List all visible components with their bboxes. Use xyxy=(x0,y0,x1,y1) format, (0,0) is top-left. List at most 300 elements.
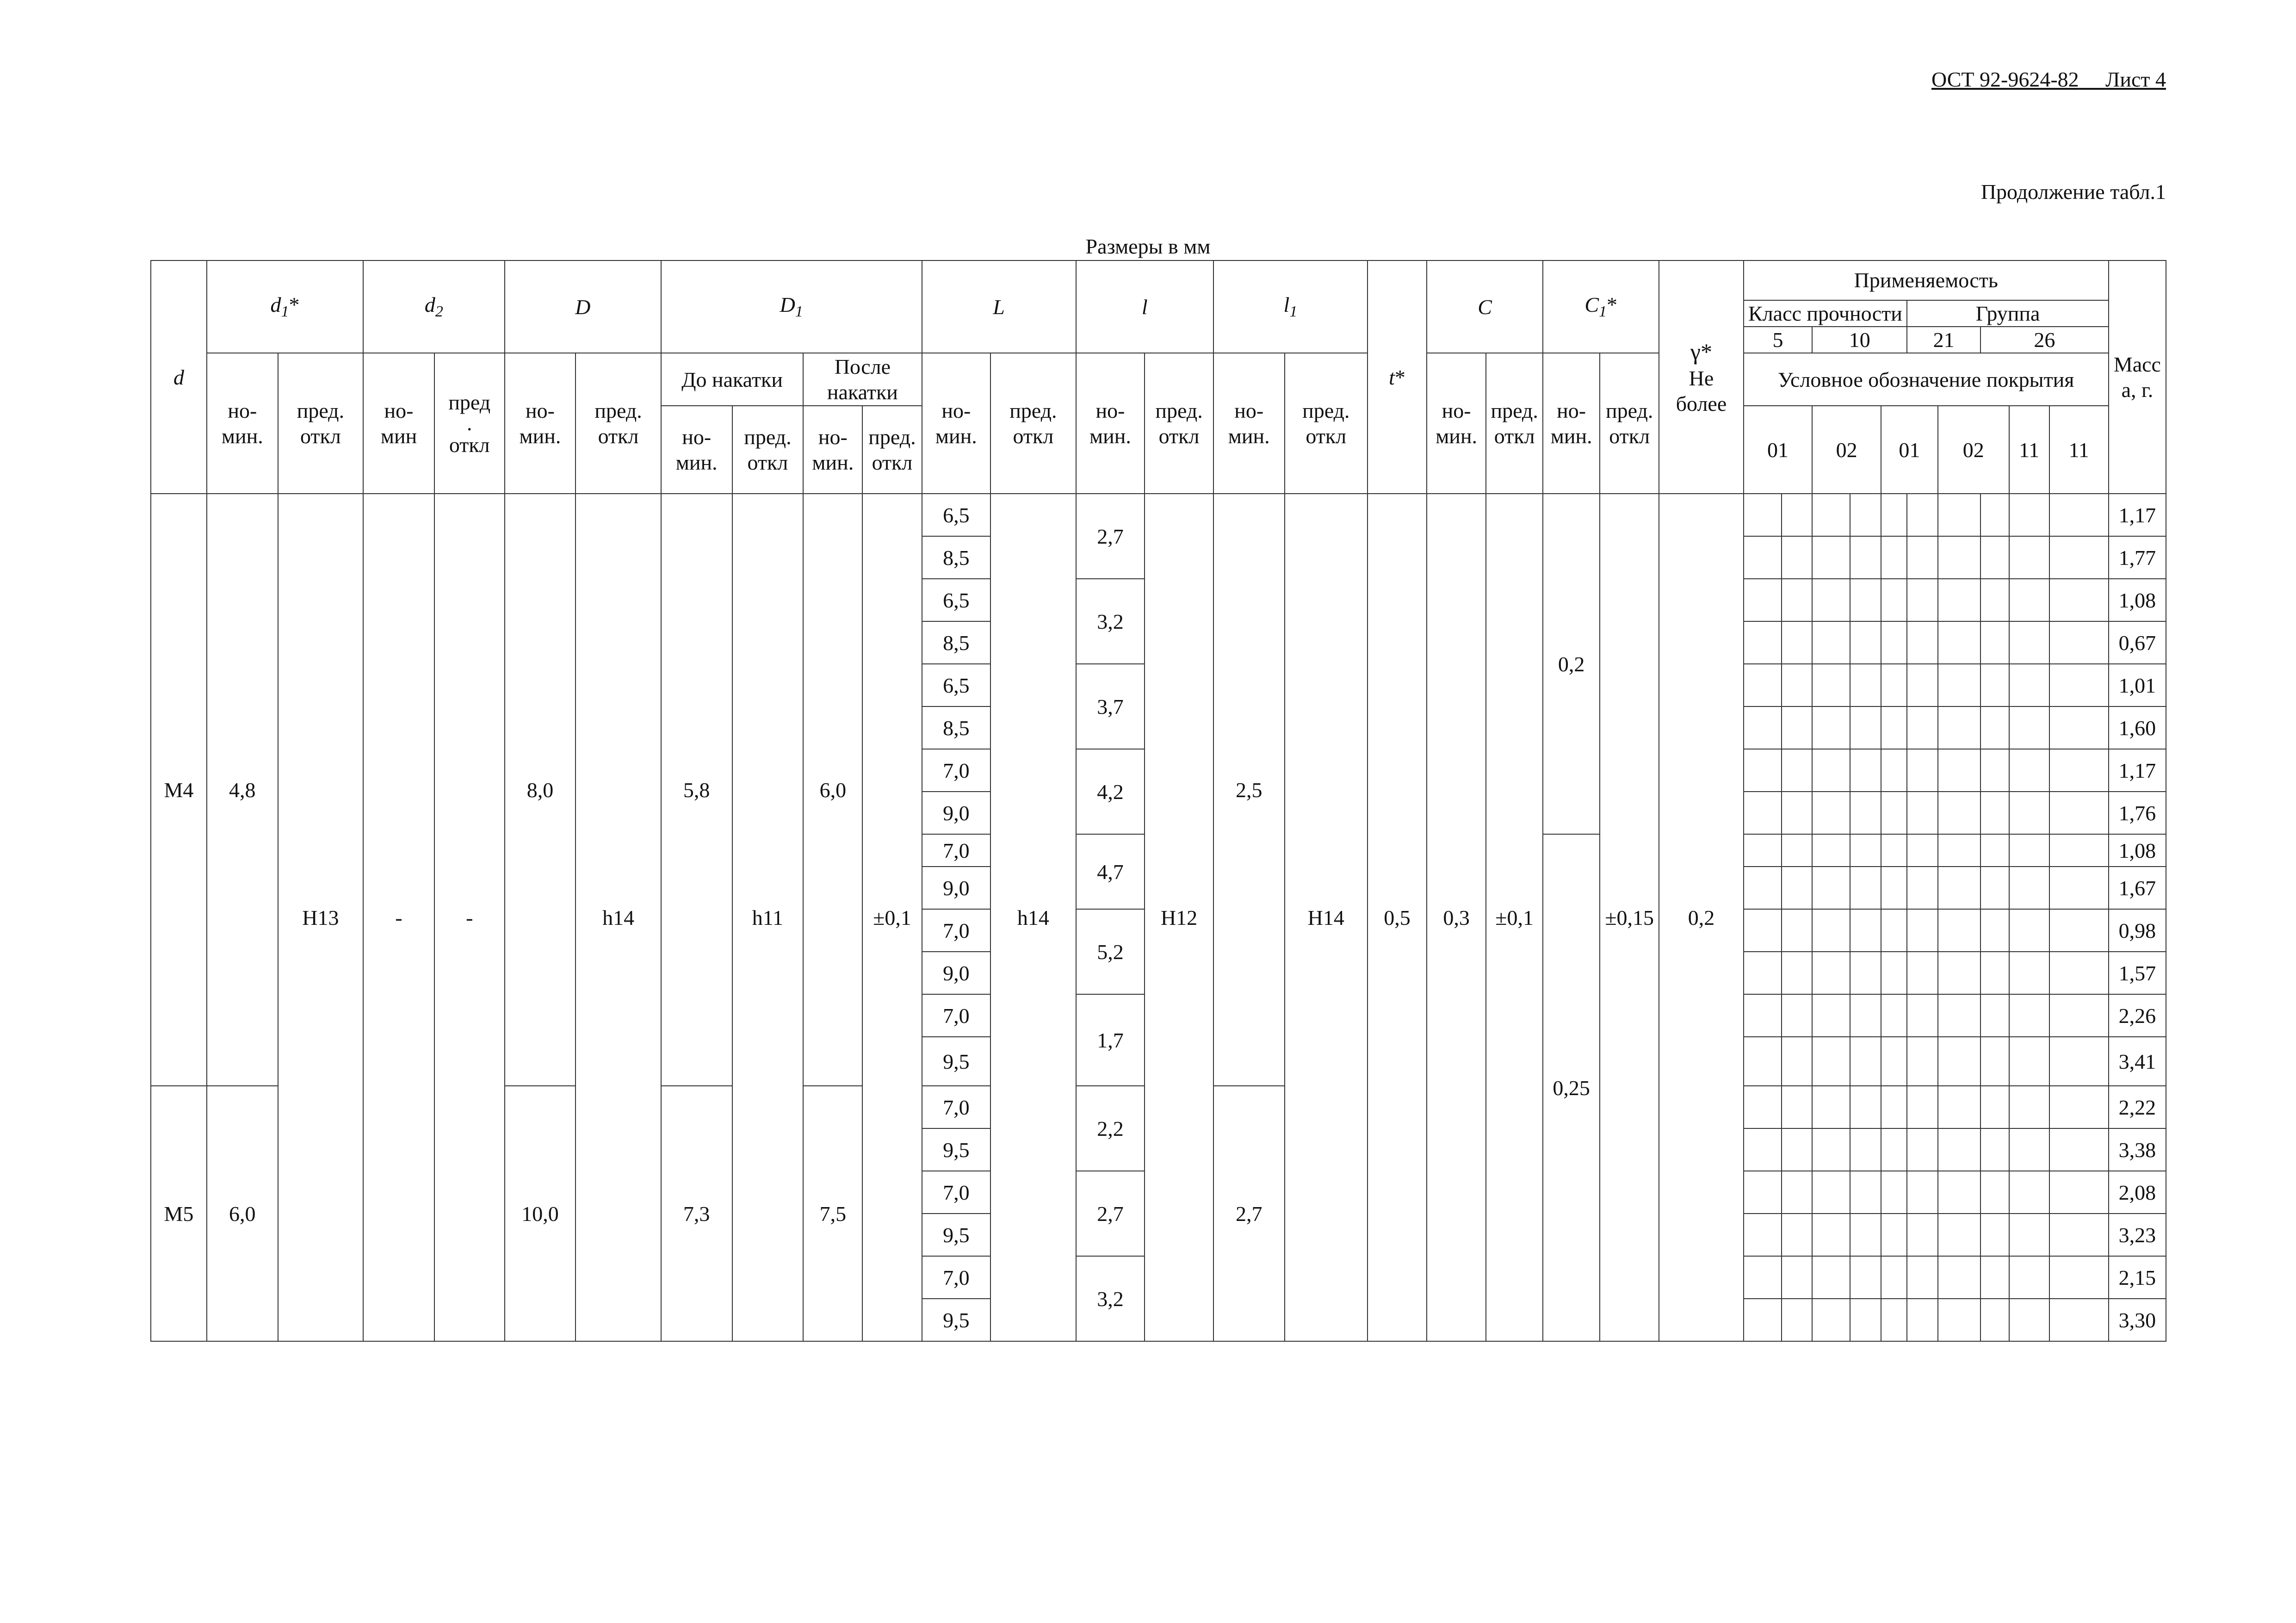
header-mass: Масс а, г. xyxy=(2109,260,2166,494)
app-cell xyxy=(1782,664,1813,706)
header-d1-dev: пред. откл xyxy=(278,353,363,494)
header-coat-11-a: 11 xyxy=(2009,406,2049,494)
app-cell xyxy=(1907,909,1938,952)
app-cell xyxy=(2009,1214,2049,1256)
cell-l-tol: H12 xyxy=(1145,494,1213,1341)
app-cell xyxy=(1744,1037,1782,1086)
app-cell xyxy=(1980,1214,2009,1256)
header-coat-02-b: 02 xyxy=(1938,406,2009,494)
app-cell xyxy=(1881,749,1907,792)
cell-L: 9,5 xyxy=(922,1214,991,1256)
cell-mass: 1,08 xyxy=(2109,834,2166,867)
app-cell xyxy=(1907,834,1938,867)
app-cell xyxy=(1881,1256,1907,1299)
cell-C1-tol: ±0,15 xyxy=(1600,494,1659,1341)
app-cell xyxy=(1850,706,1881,749)
app-cell xyxy=(2009,749,2049,792)
app-cell xyxy=(1850,1037,1881,1086)
app-cell xyxy=(1881,952,1907,994)
dimensions-table xyxy=(150,260,2166,1342)
cell-mass: 3,38 xyxy=(2109,1128,2166,1171)
app-cell xyxy=(1907,867,1938,909)
cell-t: 0,5 xyxy=(1368,494,1427,1341)
header-d: d xyxy=(151,260,207,494)
app-cell xyxy=(1938,664,1980,706)
app-cell xyxy=(1881,1214,1907,1256)
app-cell xyxy=(1812,1214,1850,1256)
cell-d1-m4: 4,8 xyxy=(207,494,278,1086)
cell-d2-tol: - xyxy=(434,494,505,1341)
cell-L: 6,5 xyxy=(922,494,991,536)
cell-l: 2,7 xyxy=(1076,494,1145,579)
app-cell xyxy=(1812,909,1850,952)
cell-mass: 0,98 xyxy=(2109,909,2166,952)
cell-d-m4: M4 xyxy=(151,494,207,1086)
cell-L-tol: h14 xyxy=(990,494,1076,1341)
app-cell xyxy=(1812,536,1850,579)
cell-l: 4,2 xyxy=(1076,749,1145,834)
app-cell xyxy=(1980,1299,2009,1341)
app-cell xyxy=(1812,1037,1850,1086)
header-D1a-dev: пред. откл xyxy=(862,406,922,494)
app-cell xyxy=(1744,1256,1782,1299)
app-cell xyxy=(1907,792,1938,834)
header-C1-dev: пред. откл xyxy=(1600,353,1659,494)
cell-L: 9,0 xyxy=(922,792,991,834)
app-cell xyxy=(1850,952,1881,994)
cell-D-m5: 10,0 xyxy=(505,1086,576,1341)
units-caption: Размеры в мм xyxy=(1085,235,1211,258)
app-cell xyxy=(1850,1171,1881,1214)
cell-d-m5: M5 xyxy=(151,1086,207,1341)
app-cell xyxy=(1782,1214,1813,1256)
app-cell xyxy=(2009,792,2049,834)
app-cell xyxy=(1744,834,1782,867)
cell-L: 8,5 xyxy=(922,536,991,579)
app-cell xyxy=(1782,749,1813,792)
cell-D-tol: h14 xyxy=(576,494,661,1341)
cell-l: 3,2 xyxy=(1076,1256,1145,1341)
app-cell xyxy=(1881,536,1907,579)
cell-mass: 1,01 xyxy=(2109,664,2166,706)
cell-L: 7,0 xyxy=(922,834,991,867)
header-l1-dev: пред. откл xyxy=(1285,353,1368,494)
app-cell xyxy=(2049,1299,2109,1341)
app-cell xyxy=(1782,834,1813,867)
cell-gamma: 0,2 xyxy=(1659,494,1743,1341)
app-cell xyxy=(1938,867,1980,909)
app-cell xyxy=(1980,706,2009,749)
app-cell xyxy=(1744,1299,1782,1341)
cell-D1b-tol: h11 xyxy=(732,494,804,1341)
header-coat-01-b: 01 xyxy=(1881,406,1938,494)
app-cell xyxy=(1938,1171,1980,1214)
header-gamma: γ* Не более xyxy=(1659,260,1743,494)
app-cell xyxy=(1881,994,1907,1037)
app-cell xyxy=(1782,621,1813,664)
header-group-26: 26 xyxy=(1980,327,2109,353)
header-coating: Условное обозначение покрытия xyxy=(1744,353,2109,406)
app-cell xyxy=(1907,1171,1938,1214)
app-cell xyxy=(1850,579,1881,621)
app-cell xyxy=(1881,1086,1907,1128)
app-cell xyxy=(1782,952,1813,994)
header-L-nom: но- мин. xyxy=(922,353,991,494)
app-cell xyxy=(1980,994,2009,1037)
cell-D1b-m5: 7,3 xyxy=(661,1086,732,1341)
cell-l: 2,2 xyxy=(1076,1086,1145,1171)
app-cell xyxy=(1782,1128,1813,1171)
app-cell xyxy=(1744,952,1782,994)
app-cell xyxy=(1812,494,1850,536)
cell-l: 1,7 xyxy=(1076,994,1145,1086)
header-C1: $C_1*$ xyxy=(1543,260,1659,353)
app-cell xyxy=(2009,909,2049,952)
app-cell xyxy=(1812,579,1850,621)
cell-L: 9,5 xyxy=(922,1037,991,1086)
app-cell xyxy=(1907,994,1938,1037)
app-cell xyxy=(1881,834,1907,867)
cell-mass: 2,08 xyxy=(2109,1171,2166,1214)
header-D1b-nom: но- мин. xyxy=(661,406,732,494)
app-cell xyxy=(1938,952,1980,994)
app-cell xyxy=(2009,536,2049,579)
cell-C-nom: 0,3 xyxy=(1427,494,1486,1341)
app-cell xyxy=(1812,621,1850,664)
app-cell xyxy=(2009,867,2049,909)
header-l-nom: но- мин. xyxy=(1076,353,1145,494)
header-D-dev: пред. откл xyxy=(576,353,661,494)
app-cell xyxy=(1881,1037,1907,1086)
cell-mass: 1,57 xyxy=(2109,952,2166,994)
app-cell xyxy=(1980,749,2009,792)
app-cell xyxy=(1938,834,1980,867)
app-cell xyxy=(2049,952,2109,994)
cell-L: 9,5 xyxy=(922,1299,991,1341)
app-cell xyxy=(1782,1037,1813,1086)
header-class-5: 5 xyxy=(1744,327,1813,353)
standard-number: ОСТ 92-9624-82 xyxy=(1931,68,2079,91)
app-cell xyxy=(1812,1086,1850,1128)
header-d2-dev: пред . откл xyxy=(434,353,505,494)
app-cell xyxy=(1850,621,1881,664)
header-class-10: 10 xyxy=(1812,327,1907,353)
cell-L: 7,0 xyxy=(922,994,991,1037)
app-cell xyxy=(2009,579,2049,621)
app-cell xyxy=(1782,1299,1813,1341)
app-cell xyxy=(1980,494,2009,536)
app-cell xyxy=(1782,494,1813,536)
header-d1-nom: но- мин. xyxy=(207,353,278,494)
cell-l: 3,7 xyxy=(1076,664,1145,749)
app-cell xyxy=(2009,706,2049,749)
app-cell xyxy=(1782,706,1813,749)
app-cell xyxy=(1812,664,1850,706)
app-cell xyxy=(1812,952,1850,994)
header-coat-02-a: 02 xyxy=(1812,406,1881,494)
header-L: L xyxy=(922,260,1076,353)
app-cell xyxy=(1782,1256,1813,1299)
app-cell xyxy=(1850,994,1881,1037)
app-cell xyxy=(1812,867,1850,909)
app-cell xyxy=(1980,952,2009,994)
app-cell xyxy=(1850,909,1881,952)
app-cell xyxy=(2049,792,2109,834)
app-cell xyxy=(1850,1256,1881,1299)
app-cell xyxy=(1850,749,1881,792)
cell-C1-b: 0,25 xyxy=(1543,834,1600,1341)
app-cell xyxy=(1907,621,1938,664)
app-cell xyxy=(1812,706,1850,749)
app-cell xyxy=(1744,792,1782,834)
app-cell xyxy=(1850,1086,1881,1128)
app-cell xyxy=(2049,1128,2109,1171)
cell-l: 2,7 xyxy=(1076,1171,1145,1256)
app-cell xyxy=(1907,749,1938,792)
app-cell xyxy=(1881,909,1907,952)
app-cell xyxy=(1938,749,1980,792)
app-cell xyxy=(1938,1128,1980,1171)
app-cell xyxy=(1980,579,2009,621)
app-cell xyxy=(1938,579,1980,621)
app-cell xyxy=(1881,792,1907,834)
app-cell xyxy=(1744,1214,1782,1256)
app-cell xyxy=(1938,494,1980,536)
app-cell xyxy=(1812,994,1850,1037)
app-cell xyxy=(2009,952,2049,994)
app-cell xyxy=(1850,834,1881,867)
cell-L: 7,0 xyxy=(922,909,991,952)
app-cell xyxy=(2049,994,2109,1037)
app-cell xyxy=(1881,1128,1907,1171)
app-cell xyxy=(1782,867,1813,909)
app-cell xyxy=(1938,621,1980,664)
header-t: t* xyxy=(1368,260,1427,494)
header-coat-11-b: 11 xyxy=(2049,406,2109,494)
cell-mass: 0,67 xyxy=(2109,621,2166,664)
header-d1: $d_1*$ xyxy=(207,260,363,353)
app-cell xyxy=(1980,867,2009,909)
document-header xyxy=(1931,67,2166,92)
app-cell xyxy=(1744,621,1782,664)
app-cell xyxy=(1980,909,2009,952)
header-applicability: Применяемость xyxy=(1744,260,2109,300)
app-cell xyxy=(1938,536,1980,579)
app-cell xyxy=(1881,494,1907,536)
app-cell xyxy=(1744,867,1782,909)
cell-mass: 1,60 xyxy=(2109,706,2166,749)
cell-L: 6,5 xyxy=(922,579,991,621)
cell-D1a-m5: 7,5 xyxy=(803,1086,862,1341)
app-cell xyxy=(1881,1299,1907,1341)
cell-L: 9,5 xyxy=(922,1128,991,1171)
cell-l: 4,7 xyxy=(1076,834,1145,909)
app-cell xyxy=(1782,909,1813,952)
app-cell xyxy=(1744,494,1782,536)
cell-C-tol: ±0,1 xyxy=(1486,494,1543,1341)
header-group-21: 21 xyxy=(1907,327,1980,353)
header-C-nom: но- мин. xyxy=(1427,353,1486,494)
cell-C1-a: 0,2 xyxy=(1543,494,1600,834)
app-cell xyxy=(1744,706,1782,749)
table-continuation-label: Продолжение табл.1 xyxy=(1980,180,2166,204)
app-cell xyxy=(1744,664,1782,706)
app-cell xyxy=(1812,792,1850,834)
app-cell xyxy=(1938,792,1980,834)
cell-d2-nom: - xyxy=(363,494,434,1341)
header-l1-nom: но- мин. xyxy=(1213,353,1285,494)
app-cell xyxy=(1850,867,1881,909)
app-cell xyxy=(1782,579,1813,621)
app-cell xyxy=(1907,1214,1938,1256)
header-group: Группа xyxy=(1907,300,2109,327)
app-cell xyxy=(1850,792,1881,834)
app-cell xyxy=(2049,494,2109,536)
app-cell xyxy=(1744,749,1782,792)
cell-L: 8,5 xyxy=(922,706,991,749)
app-cell xyxy=(1907,664,1938,706)
app-cell xyxy=(1938,1214,1980,1256)
header-before-knurl: До накатки xyxy=(661,353,803,406)
app-cell xyxy=(1980,1086,2009,1128)
app-cell xyxy=(2009,1037,2049,1086)
app-cell xyxy=(2009,1256,2049,1299)
app-cell xyxy=(1907,952,1938,994)
cell-L: 7,0 xyxy=(922,1256,991,1299)
app-cell xyxy=(2009,1128,2049,1171)
cell-mass: 1,17 xyxy=(2109,494,2166,536)
app-cell xyxy=(1881,621,1907,664)
app-cell xyxy=(2049,1086,2109,1128)
app-cell xyxy=(1980,1171,2009,1214)
app-cell xyxy=(1812,1171,1850,1214)
cell-l: 3,2 xyxy=(1076,579,1145,664)
app-cell xyxy=(1850,494,1881,536)
app-cell xyxy=(2049,1214,2109,1256)
app-cell xyxy=(2049,909,2109,952)
cell-mass: 1,17 xyxy=(2109,749,2166,792)
app-cell xyxy=(1881,1171,1907,1214)
app-cell xyxy=(2049,867,2109,909)
app-cell xyxy=(1980,664,2009,706)
app-cell xyxy=(1744,1128,1782,1171)
cell-L: 6,5 xyxy=(922,664,991,706)
sheet-number: Лист 4 xyxy=(2105,68,2166,91)
app-cell xyxy=(2049,579,2109,621)
app-cell xyxy=(1907,579,1938,621)
header-L-dev: пред. откл xyxy=(990,353,1076,494)
cell-mass: 3,23 xyxy=(2109,1214,2166,1256)
app-cell xyxy=(1938,1299,1980,1341)
app-cell xyxy=(1907,1256,1938,1299)
app-cell xyxy=(2049,749,2109,792)
app-cell xyxy=(1782,1171,1813,1214)
app-cell xyxy=(2049,834,2109,867)
cell-L: 7,0 xyxy=(922,1171,991,1214)
header-C1-nom: но- мин. xyxy=(1543,353,1600,494)
app-cell xyxy=(1812,1299,1850,1341)
app-cell xyxy=(1938,909,1980,952)
cell-mass: 2,15 xyxy=(2109,1256,2166,1299)
app-cell xyxy=(1782,536,1813,579)
app-cell xyxy=(2009,1086,2049,1128)
app-cell xyxy=(2009,1299,2049,1341)
cell-l: 5,2 xyxy=(1076,909,1145,994)
app-cell xyxy=(1938,706,1980,749)
app-cell xyxy=(1850,536,1881,579)
header-d2: $d_2$ xyxy=(363,260,504,353)
app-cell xyxy=(2049,1256,2109,1299)
app-cell xyxy=(1782,792,1813,834)
app-cell xyxy=(1744,994,1782,1037)
header-l: l xyxy=(1076,260,1213,353)
cell-D-m4: 8,0 xyxy=(505,494,576,1086)
app-cell xyxy=(2009,494,2049,536)
cell-d1-tol: H13 xyxy=(278,494,363,1341)
app-cell xyxy=(1744,909,1782,952)
cell-L: 9,0 xyxy=(922,867,991,909)
header-coat-01-a: 01 xyxy=(1744,406,1813,494)
cell-l1-tol: H14 xyxy=(1285,494,1368,1341)
app-cell xyxy=(1907,1037,1938,1086)
app-cell xyxy=(1907,1086,1938,1128)
cell-L: 8,5 xyxy=(922,621,991,664)
app-cell xyxy=(1744,1171,1782,1214)
app-cell xyxy=(2009,621,2049,664)
cell-D1a-m4: 6,0 xyxy=(803,494,862,1086)
app-cell xyxy=(1850,1214,1881,1256)
app-cell xyxy=(2049,706,2109,749)
app-cell xyxy=(1850,664,1881,706)
app-cell xyxy=(1938,1037,1980,1086)
cell-L: 9,0 xyxy=(922,952,991,994)
cell-mass: 1,67 xyxy=(2109,867,2166,909)
app-cell xyxy=(1907,1299,1938,1341)
header-l1: $l_1$ xyxy=(1213,260,1368,353)
app-cell xyxy=(1850,1128,1881,1171)
header-D1a-nom: но- мин. xyxy=(803,406,862,494)
header-D: D xyxy=(505,260,661,353)
app-cell xyxy=(1881,579,1907,621)
header-C: C xyxy=(1427,260,1543,353)
app-cell xyxy=(1881,664,1907,706)
app-cell xyxy=(2049,536,2109,579)
app-cell xyxy=(2009,994,2049,1037)
app-cell xyxy=(1980,792,2009,834)
app-cell xyxy=(1980,834,2009,867)
app-cell xyxy=(1744,536,1782,579)
cell-D1b-m4: 5,8 xyxy=(661,494,732,1086)
cell-mass: 3,41 xyxy=(2109,1037,2166,1086)
header-C-dev: пред. откл xyxy=(1486,353,1543,494)
cell-L: 7,0 xyxy=(922,1086,991,1128)
app-cell xyxy=(1980,1256,2009,1299)
cell-mass: 3,30 xyxy=(2109,1299,2166,1341)
app-cell xyxy=(1881,867,1907,909)
cell-mass: 1,76 xyxy=(2109,792,2166,834)
app-cell xyxy=(1907,1128,1938,1171)
app-cell xyxy=(1812,1128,1850,1171)
app-cell xyxy=(1938,994,1980,1037)
app-cell xyxy=(1812,749,1850,792)
header-after-knurl: После накатки xyxy=(803,353,922,406)
app-cell xyxy=(1980,1037,2009,1086)
header-strength-class: Класс прочности xyxy=(1744,300,1907,327)
header-D-nom: но- мин. xyxy=(505,353,576,494)
app-cell xyxy=(1782,994,1813,1037)
cell-D1a-tol: ±0,1 xyxy=(862,494,922,1341)
app-cell xyxy=(1850,1299,1881,1341)
